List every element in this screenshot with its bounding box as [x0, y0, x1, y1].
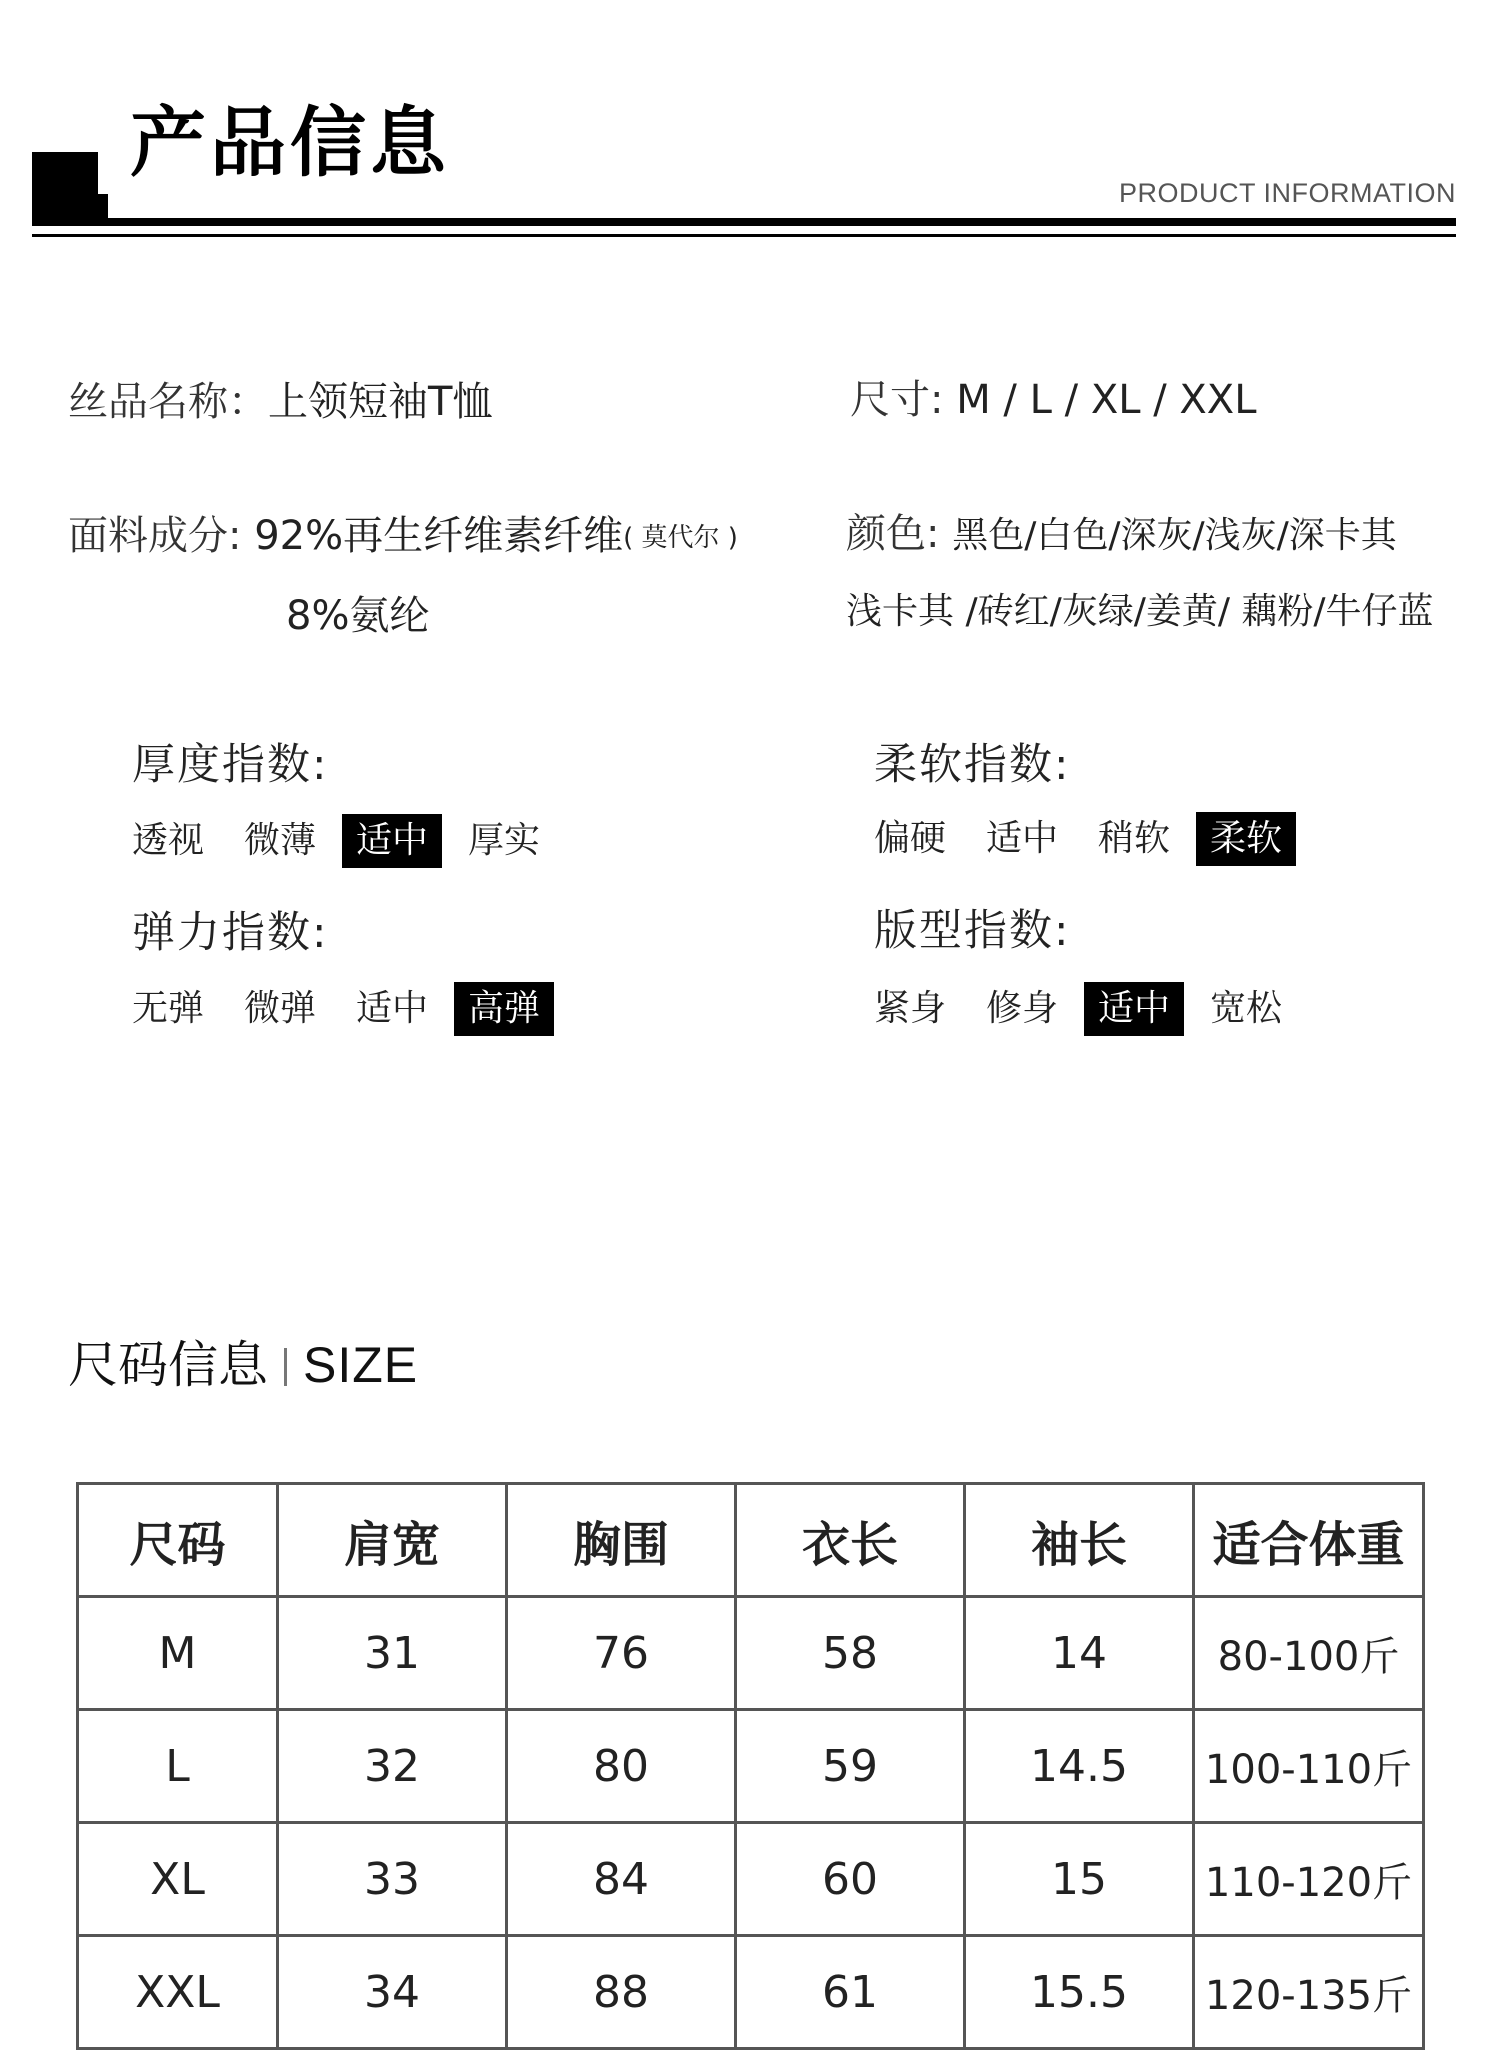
cell-size: XL [78, 1823, 278, 1936]
softness-option: 适中 [986, 818, 1059, 859]
fabric-value-1: 92%再生纤维素纤维 [254, 513, 624, 559]
cell-size: L [78, 1710, 278, 1823]
fit-option: 紧身 [874, 988, 947, 1029]
elasticity-option: 微弹 [244, 988, 317, 1029]
cell-length: 59 [736, 1710, 965, 1823]
color-value-2: 浅卡其 /砖红/灰绿/姜黄/ 藕粉/牛仔蓝 [846, 591, 1434, 632]
header-shoulder: 肩宽 [278, 1484, 507, 1597]
table-row [78, 1597, 1424, 1710]
size-table-header [78, 1484, 1424, 1597]
header-weight: 适合体重 [1194, 1484, 1424, 1597]
cell-weight: 110-120斤 [1194, 1823, 1424, 1936]
cell-shoulder: 33 [278, 1823, 507, 1936]
elasticity-index-title: 弹力指数: [132, 908, 329, 958]
elasticity-option: 无弹 [132, 988, 205, 1029]
cell-chest: 76 [507, 1597, 736, 1710]
cell-chest: 80 [507, 1710, 736, 1823]
softness-index-options [874, 812, 1308, 866]
elasticity-index-options [132, 982, 566, 1036]
cell-shoulder: 31 [278, 1597, 507, 1710]
cell-weight: 80-100斤 [1194, 1597, 1424, 1710]
fit-option: 宽松 [1210, 988, 1283, 1029]
thickness-index-title: 厚度指数: [132, 740, 329, 790]
cell-size: XXL [78, 1936, 278, 2049]
size-title-separator [284, 1348, 287, 1386]
header-black-block [32, 152, 98, 226]
thickness-option: 微薄 [244, 820, 317, 861]
header-length: 衣长 [736, 1484, 965, 1597]
thickness-option: 透视 [132, 820, 205, 861]
cell-shoulder: 32 [278, 1710, 507, 1823]
softness-option: 偏硬 [874, 818, 947, 859]
size-section-title [68, 1336, 419, 1394]
cell-chest: 84 [507, 1823, 736, 1936]
product-name-row [68, 379, 493, 425]
table-row [78, 1936, 1424, 2049]
color-label: 颜色: [846, 511, 953, 557]
thickness-option: 厚实 [468, 820, 541, 861]
cell-length: 61 [736, 1936, 965, 2049]
size-row [850, 377, 1257, 423]
softness-option: 柔软 [1196, 812, 1296, 866]
size-value: M / L / XL / XXL [956, 377, 1257, 423]
cell-weight: 120-135斤 [1194, 1936, 1424, 2049]
page-subtitle: PRODUCT INFORMATION [1119, 178, 1456, 208]
fit-option: 适中 [1084, 982, 1184, 1036]
fabric-value-2: 8%氨纶 [286, 593, 430, 639]
fabric-note: ( 莫代尔 ) [623, 523, 738, 553]
softness-option: 稍软 [1098, 818, 1171, 859]
table-row [78, 1710, 1424, 1823]
page-title: 产品信息 [130, 98, 450, 187]
cell-length: 58 [736, 1597, 965, 1710]
color-row [846, 511, 1397, 557]
cell-sleeve: 14 [965, 1597, 1194, 1710]
header-divider-thick [108, 218, 1456, 226]
fit-index-options [874, 982, 1308, 1036]
product-name-value: 上领短袖T恤 [268, 379, 493, 425]
product-name-label: 丝品名称： [68, 379, 268, 425]
cell-sleeve: 15 [965, 1823, 1194, 1936]
header-size: 尺码 [78, 1484, 278, 1597]
cell-sleeve: 14.5 [965, 1710, 1194, 1823]
size-title-en: SIZE [303, 1337, 419, 1393]
thickness-option: 适中 [342, 814, 442, 868]
cell-weight: 100-110斤 [1194, 1710, 1424, 1823]
elasticity-option: 高弹 [454, 982, 554, 1036]
size-title-cn: 尺码信息 [68, 1336, 268, 1394]
table-row [78, 1823, 1424, 1936]
fabric-row [68, 513, 738, 559]
cell-shoulder: 34 [278, 1936, 507, 2049]
elasticity-option: 适中 [356, 988, 429, 1029]
header-sleeve: 袖长 [965, 1484, 1194, 1597]
cell-size: M [78, 1597, 278, 1710]
header-divider-thin [32, 234, 1456, 237]
color-value-1: 黑色/白色/深灰/浅灰/深卡其 [952, 515, 1397, 556]
softness-index-title: 柔软指数: [874, 740, 1071, 790]
header-chest: 胸围 [507, 1484, 736, 1597]
cell-sleeve: 15.5 [965, 1936, 1194, 2049]
size-table [76, 1482, 1425, 2050]
cell-chest: 88 [507, 1936, 736, 2049]
size-label: 尺寸: [850, 377, 957, 423]
fit-index-title: 版型指数: [874, 906, 1071, 956]
fabric-label: 面料成分: [68, 513, 255, 559]
thickness-index-options [132, 814, 566, 868]
cell-length: 60 [736, 1823, 965, 1936]
fit-option: 修身 [986, 988, 1059, 1029]
